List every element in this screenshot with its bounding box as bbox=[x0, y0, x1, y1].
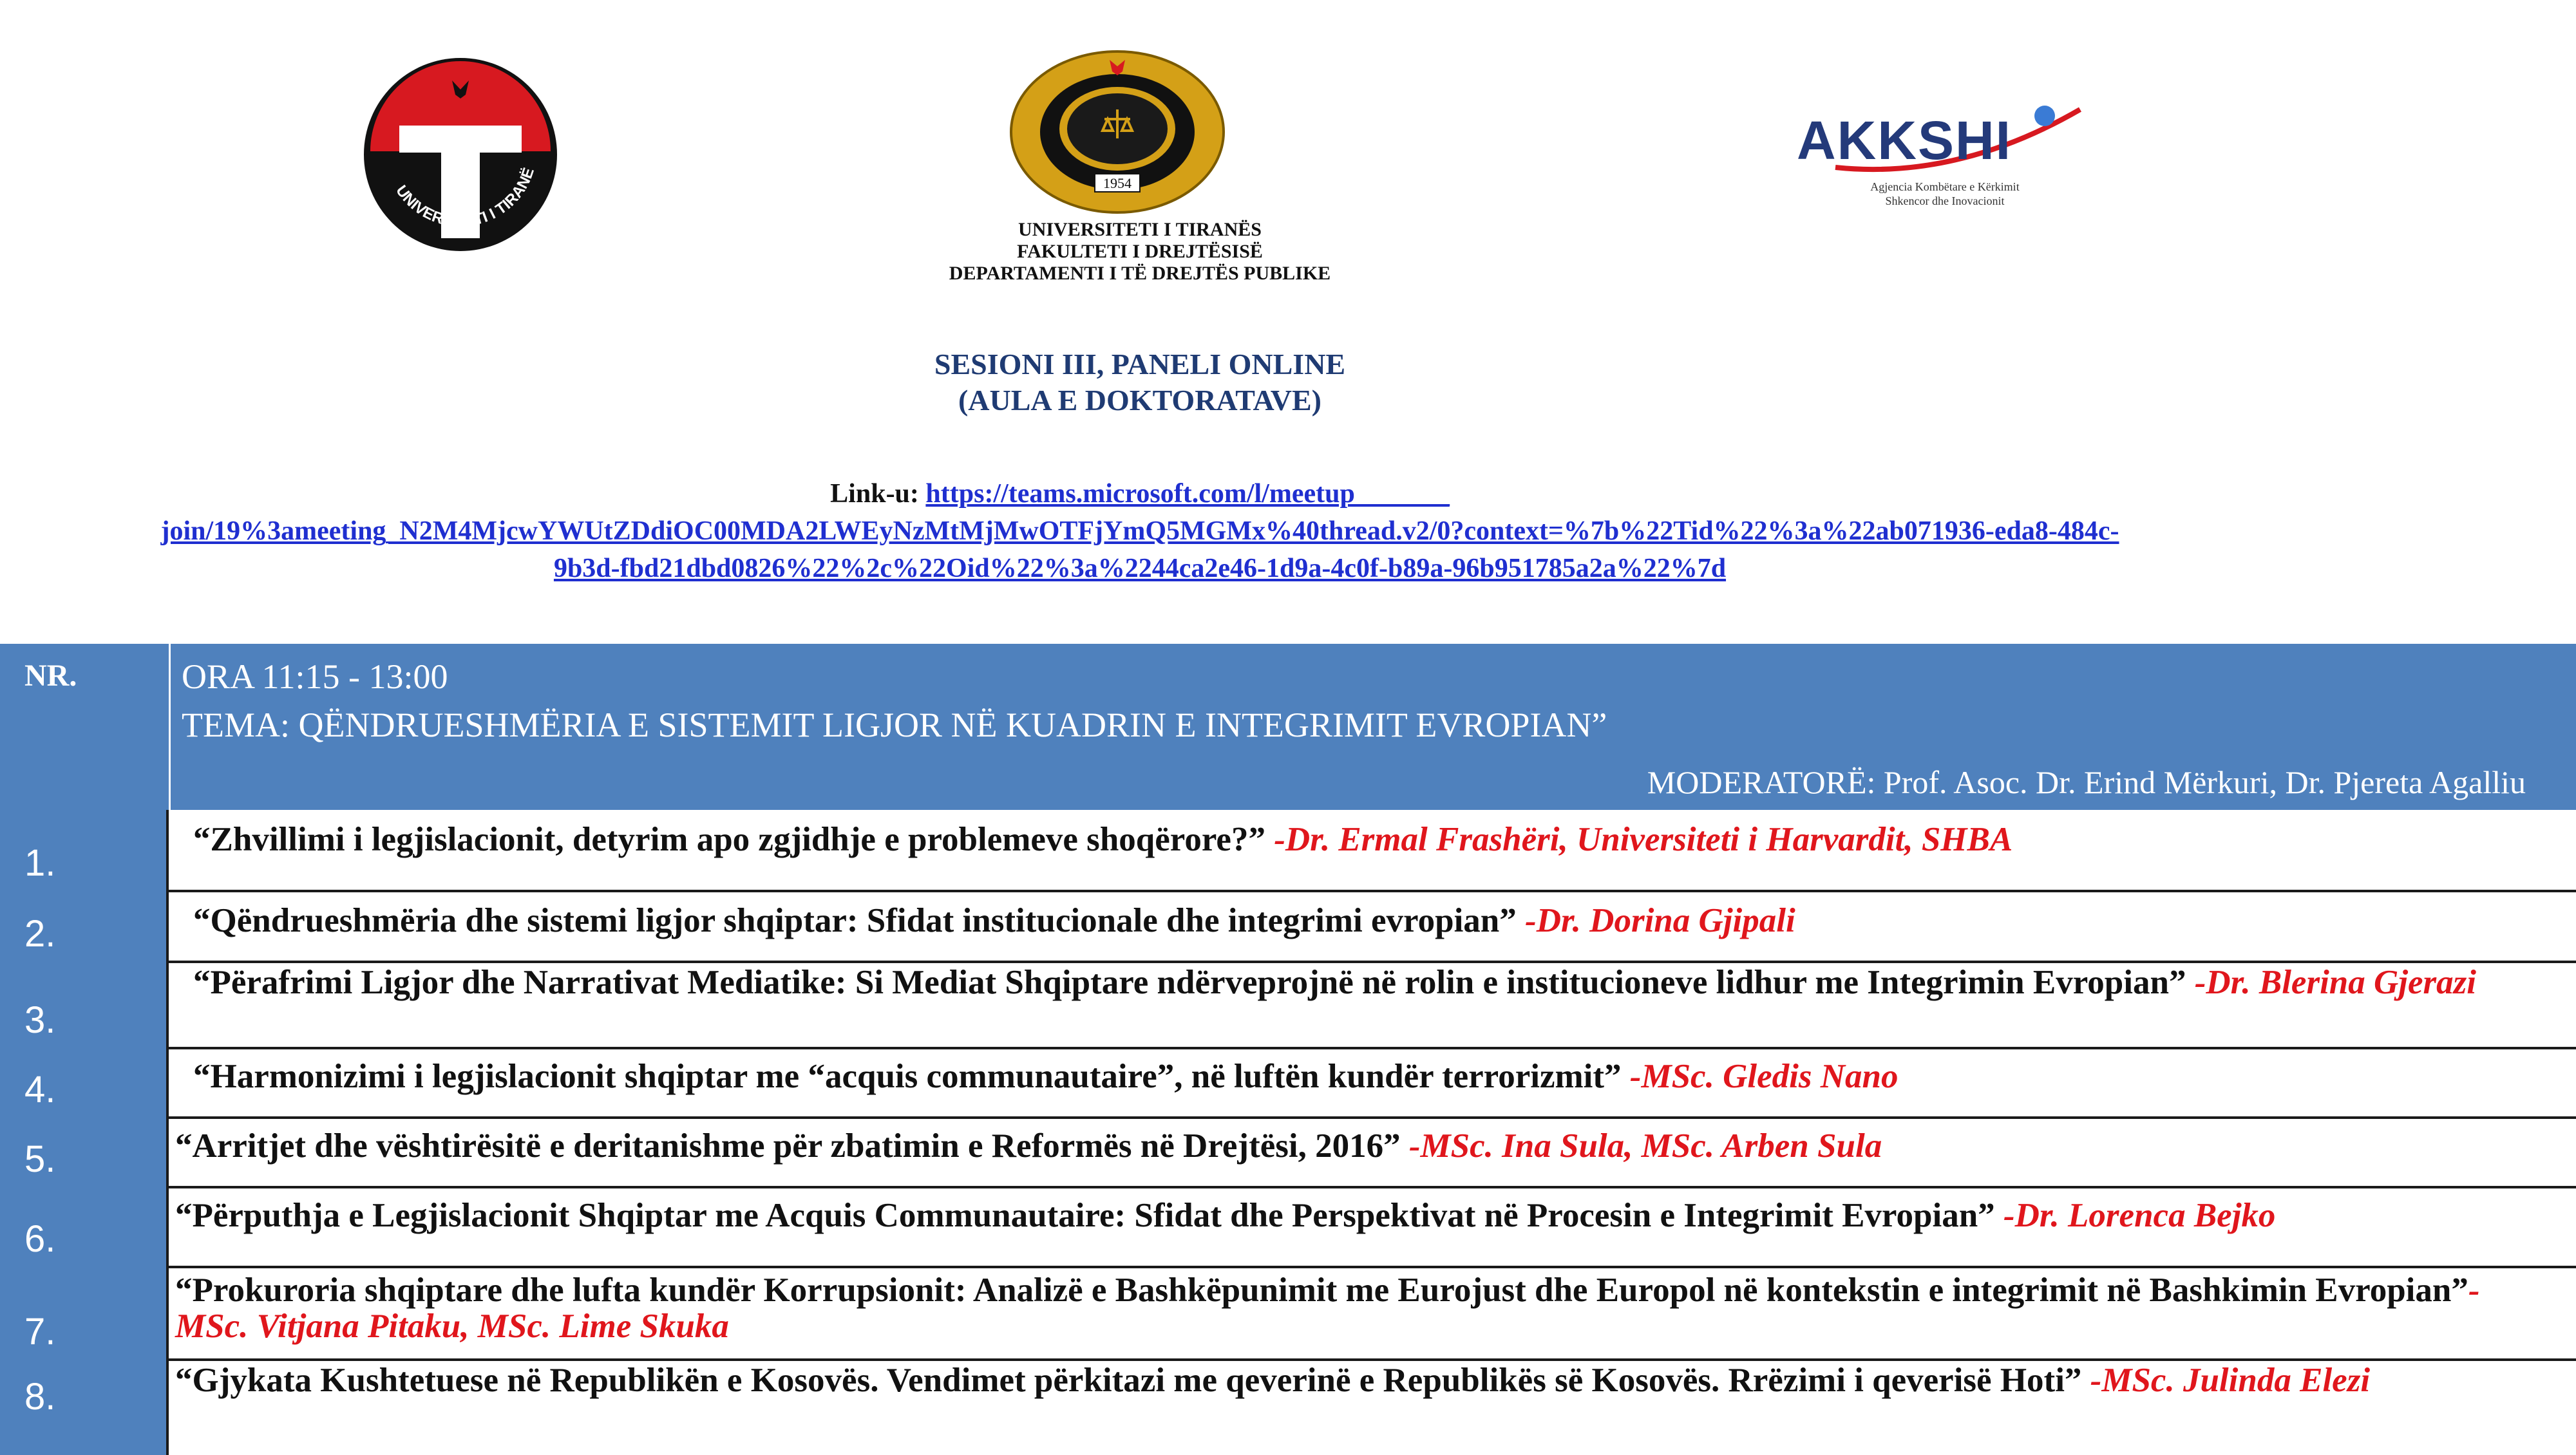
session-moderators: MODERATORË: Prof. Asoc. Dr. Erind Mërkuri, Dr. Pjereta Agalliu bbox=[1647, 764, 2526, 800]
row-text bbox=[175, 1128, 2531, 1164]
row-text bbox=[175, 903, 2531, 939]
table-row bbox=[0, 890, 2576, 963]
meeting-link-line-3 bbox=[0, 550, 2280, 587]
row-number: 7. bbox=[24, 1311, 56, 1353]
meeting-link-line-1 bbox=[0, 475, 2280, 512]
presentation-title: “Prokuroria shqiptare dhe lufta kundër Korrupsionit: Analizë e Bashkëpunimit me Eurojust dhe Europol në kontekstin e integrimit në Bashkimin Evropian” bbox=[175, 1272, 2468, 1309]
nr-column-header: NR. bbox=[24, 659, 77, 693]
table-row bbox=[0, 1047, 2576, 1119]
presentation-title: “Zhvillimi i legjislacionit, detyrim apo zgjidhje e problemeve shoqërore?” bbox=[193, 821, 1265, 858]
row-number-cell bbox=[0, 1186, 169, 1266]
presenter: -MSc. Vitjana Pitaku, MSc. Lime Skuka bbox=[175, 1272, 2480, 1345]
table-row bbox=[0, 1266, 2576, 1361]
row-text bbox=[175, 1272, 2531, 1344]
institution-university: UNIVERSITETI I TIRANËS bbox=[1018, 219, 1262, 240]
session-time: ORA 11:15 - 13:00 bbox=[182, 657, 448, 696]
presenter: -Dr. Lorenca Bejko bbox=[2003, 1197, 2276, 1234]
row-number: 8. bbox=[24, 1376, 56, 1418]
meeting-link-cont-2[interactable]: 9b3d-fbd21dbd0826%22%2c%22Oid%22%3a%2244ca2e46-1d9a-4c0f-b89a-96b951785a2a%22%7d bbox=[553, 554, 1727, 583]
row-number-cell bbox=[0, 1358, 169, 1455]
presenter: -Dr. Dorina Gjipali bbox=[1525, 902, 1795, 939]
row-text bbox=[175, 1197, 2531, 1234]
faculty-of-law-seal-icon bbox=[1008, 48, 1227, 216]
row-text bbox=[175, 821, 2531, 858]
link-label: Link-u: bbox=[830, 479, 926, 509]
table-row bbox=[0, 1116, 2576, 1188]
table-row bbox=[0, 1358, 2576, 1455]
meeting-link-line-2 bbox=[0, 512, 2280, 550]
university-logo-text: UNIVERSITETI I TIRANË bbox=[392, 165, 538, 230]
row-number-cell bbox=[0, 1266, 169, 1358]
presentation-title: “Përafrimi Ligjor dhe Narrativat Mediatike: Si Mediat Shqiptare ndërveprojnë në rolin e institucioneve lidhur me Integrimin Evropian” bbox=[193, 964, 2186, 1001]
row-number: 6. bbox=[24, 1218, 56, 1260]
row-text bbox=[175, 1058, 2531, 1094]
row-text bbox=[175, 964, 2531, 1000]
akkshi-subtitle-line2: Shkencor dhe Inovacionit bbox=[1885, 194, 2005, 207]
table-row bbox=[0, 1186, 2576, 1268]
presenter: -Dr. Ermal Frashëri, Universiteti i Harvardit, SHBA bbox=[1274, 821, 2013, 858]
presentation-title: “Gjykata Kushtetuese në Republikën e Kosovës. Vendimet përkitazi me qeverinë e Republikës së Kosovës. Rrëzimi i qeverisë Hoti” bbox=[175, 1362, 2082, 1399]
meeting-link[interactable]: https://teams.microsoft.com/l/meetup_______ bbox=[925, 479, 1450, 509]
presenter: -MSc. Ina Sula, MSc. Arben Sula bbox=[1408, 1127, 1882, 1165]
institution-department: DEPARTAMENTI I TË DREJTËS PUBLIKE bbox=[949, 263, 1331, 284]
akkshi-wordmark: AKKSHI bbox=[1797, 110, 2012, 171]
row-number: 5. bbox=[24, 1138, 56, 1180]
presentation-title: “Qëndrueshmëria dhe sistemi ligjor shqiptar: Sfidat institucionale dhe integrimi evropian” bbox=[193, 902, 1517, 939]
row-number-cell bbox=[0, 1116, 169, 1186]
row-number-cell bbox=[0, 890, 169, 961]
row-number-cell bbox=[0, 961, 169, 1047]
row-text bbox=[175, 1362, 2531, 1398]
presentation-title: “Përputhja e Legjislacionit Shqiptar me Acquis Communautaire: Sfidat dhe Perspektivat në Procesin e Integrimit Evropian” bbox=[175, 1197, 1995, 1234]
table-header bbox=[0, 644, 2576, 810]
row-number: 1. bbox=[24, 842, 56, 884]
session-room: (AULA E DOKTORATAVE) bbox=[958, 384, 1322, 417]
presenter: -MSc. Gledis Nano bbox=[1629, 1058, 1899, 1095]
row-number: 4. bbox=[24, 1069, 56, 1111]
table-row bbox=[0, 961, 2576, 1049]
presentation-title: “Arritjet dhe vështirësitë e deritanishme për zbatimin e Reformës në Drejtësi, 2016” bbox=[175, 1127, 1401, 1165]
institution-faculty: FAKULTETI I DREJTËSISË bbox=[1017, 241, 1263, 262]
presentation-title: “Harmonizimi i legjislacionit shqiptar me “acquis communautaire”, në luftën kundër terrorizmit” bbox=[193, 1058, 1622, 1095]
session-theme: TEMA: QËNDRUESHMËRIA E SISTEMIT LIGJOR NË KUADRIN E INTEGRIMIT EVROPIAN” bbox=[182, 706, 1607, 744]
row-number: 2. bbox=[24, 913, 56, 955]
row-number-cell bbox=[0, 810, 169, 890]
meeting-link-cont[interactable]: join/19%3ameeting_N2M4MjcwYWUtZDdiOC00MDA2LWEyNzMtMjMwOTFjYmQ5MGMx%40thread.v2/0?context=%7b%22Tid%22%3a%22ab071936-eda8-484c- bbox=[160, 516, 2119, 546]
row-number-cell bbox=[0, 1047, 169, 1116]
akkshi-subtitle-line1: Agjencia Kombëtare e Kërkimit bbox=[1870, 180, 2020, 193]
row-number: 3. bbox=[24, 999, 56, 1041]
table-row bbox=[0, 810, 2576, 892]
faculty-seal-year: 1954 bbox=[1103, 175, 1132, 191]
header-divider bbox=[169, 644, 171, 810]
session-title: SESIONI III, PANELI ONLINE bbox=[934, 348, 1346, 380]
presenter: -Dr. Blerina Gjerazi bbox=[2194, 964, 2477, 1001]
akkshi-logo-icon bbox=[1797, 97, 2093, 212]
presenter: -MSc. Julinda Elezi bbox=[2090, 1362, 2371, 1399]
